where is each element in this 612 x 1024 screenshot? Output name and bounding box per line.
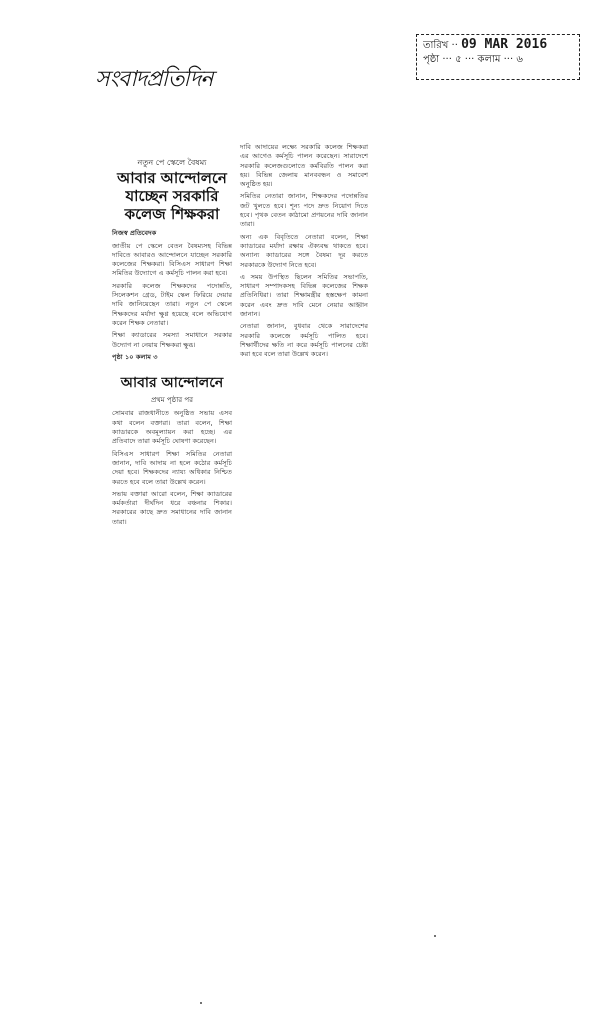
article-paragraph: সরকারি কলেজ শিক্ষকদের পদোন্নতি, সিলেকশন গ্রেড, টাইম স্কেল ফিরিয়ে দেয়ার দাবি জানিয়েছেন তারা। নতুন পে স্কেলে শিক্ষকদের মর্যাদা ক্ষুণ্ণ হয়েছে বলে অভিযোগ করেন শিক্ষক নেতারা।	[112, 281, 232, 327]
stamp-column-label: কলাম	[477, 54, 501, 65]
stamp-date-label: তারিখ	[423, 40, 449, 51]
article-paragraph: শিক্ষা ক্যাডারের সমস্যা সমাধানে সরকার উদ্যোগ না নেয়ায় শিক্ষকরা ক্ষুব্ধ।	[112, 331, 232, 349]
jump-reference: পৃষ্ঠা ১০ কলাম ৩	[112, 352, 158, 361]
article-paragraph: দাবি আদায়ের লক্ষ্যে সরকারি কলেজ শিক্ষকরা এর আগেও কর্মসূচি পালন করেছেন। সারাদেশে সরকারি কলেজগুলোতে কর্মবিরতি পালন করা হয়। বিভিন্ন জেলায় মানববন্ধন ও সমাবেশ অনুষ্ঠিত হয়।	[240, 143, 368, 189]
article-paragraph: নেতারা জানান, বুধবার থেকে সারাদেশের সরকারি কলেজে কর্মসূচি পালিত হবে। শিক্ষার্থীদের ক্ষতি না করে কর্মসূচি পালনের চেষ্টা করা হবে বলে তারা উল্লেখ করেন।	[240, 322, 368, 359]
stamp-date-row: তারিখ ·· 09 MAR 2016	[423, 38, 548, 52]
article-headline: আবার আন্দোলনে যাচ্ছেন সরকারি কলেজ শিক্ষকরা	[117, 169, 227, 224]
stamp-page-row: পৃষ্ঠা ··· ৫ ··· কলাম ··· ৬	[423, 54, 523, 65]
article-paragraph: জাতীয় পে স্কেলে বেতন বৈষম্যসহ বিভিন্ন দাবিতে আবারও আন্দোলনে যাচ্ছেন সরকারি কলেজের শিক্ষকরা। বিসিএস সাধারণ শিক্ষা সমিতির উদ্যোগে এ কর্মসূচি পালন করা হবে।	[112, 241, 232, 278]
article-paragraph: এ সময় উপস্থিত ছিলেন সমিতির সভাপতি, সাধারণ সম্পাদকসহ বিভিন্ন কলেজের শিক্ষক প্রতিনিধিরা। তারা শিক্ষামন্ত্রীর হস্তক্ষেপ কামনা করেন এবং দ্রুত দাবি মেনে নেয়ার আহ্বান জানান।	[240, 272, 368, 319]
continued-headline: আবার আন্দোলনে	[120, 375, 224, 392]
article-byline: নিজস্ব প্রতিবেদক	[112, 229, 157, 238]
continued-paragraph: সোমবার রাজধানীতে অনুষ্ঠিত সভায় এসব কথা বলেন বক্তারা। তারা বলেন, শিক্ষা ক্যাডারকে অবমূল্যায়ন করা হচ্ছে। এর প্রতিবাদে তারা কর্মসূচি ঘোষণা করেছেন।	[112, 409, 232, 446]
continued-from-label: প্রথম পৃষ্ঠার পর	[151, 396, 193, 405]
continued-paragraph: বিসিএস সাধারণ শিক্ষা সমিতির নেতারা জানান, দাবি আদায় না হলে কঠোর কর্মসূচি দেয়া হবে। শিক্ষকদের ন্যায্য অধিকার নিশ্চিত করতে হবে বলে তারা উল্লেখ করেন।	[112, 449, 232, 486]
newspaper-masthead: সংবাদপ্রতিদিন	[95, 67, 213, 92]
archive-stamp	[416, 34, 580, 80]
article-kicker: নতুন পে স্কেলে বৈষম্য	[137, 158, 207, 167]
stamp-date-value: 09 MAR 2016	[461, 38, 548, 52]
continued-paragraph: সভায় বক্তারা আরো বলেন, শিক্ষা ক্যাডারের কর্মকর্তারা দীর্ঘদিন ধরে বঞ্চনার শিকার। সরকারের কাছে দ্রুত সমাধানের দাবি জানান তারা।	[112, 489, 232, 526]
stamp-column-value: ৬	[516, 54, 523, 65]
scan-speck	[200, 1002, 202, 1004]
stamp-page-label: পৃষ্ঠা	[423, 54, 440, 65]
article-paragraph: অন্য এক বিবৃতিতে নেতারা বলেন, শিক্ষা ক্যাডারের মর্যাদা রক্ষায় ঐক্যবদ্ধ থাকতে হবে। অন্যান্য ক্যাডারের সঙ্গে বৈষম্য দূর করতে সরকারকে উদ্যোগ নিতে হবে।	[240, 232, 368, 269]
article-column-left	[112, 158, 232, 530]
stamp-page-value: ৫	[455, 54, 462, 65]
article-paragraph: সমিতির নেতারা জানান, শিক্ষকদের পদোন্নতির জট খুলতে হবে। শূন্য পদে দ্রুত নিয়োগ দিতে হবে। পৃথক বেতন কাঠামো প্রণয়নের দাবি জানান তারা।	[240, 192, 368, 229]
scan-speck	[434, 935, 436, 937]
article-column-right	[240, 143, 368, 363]
